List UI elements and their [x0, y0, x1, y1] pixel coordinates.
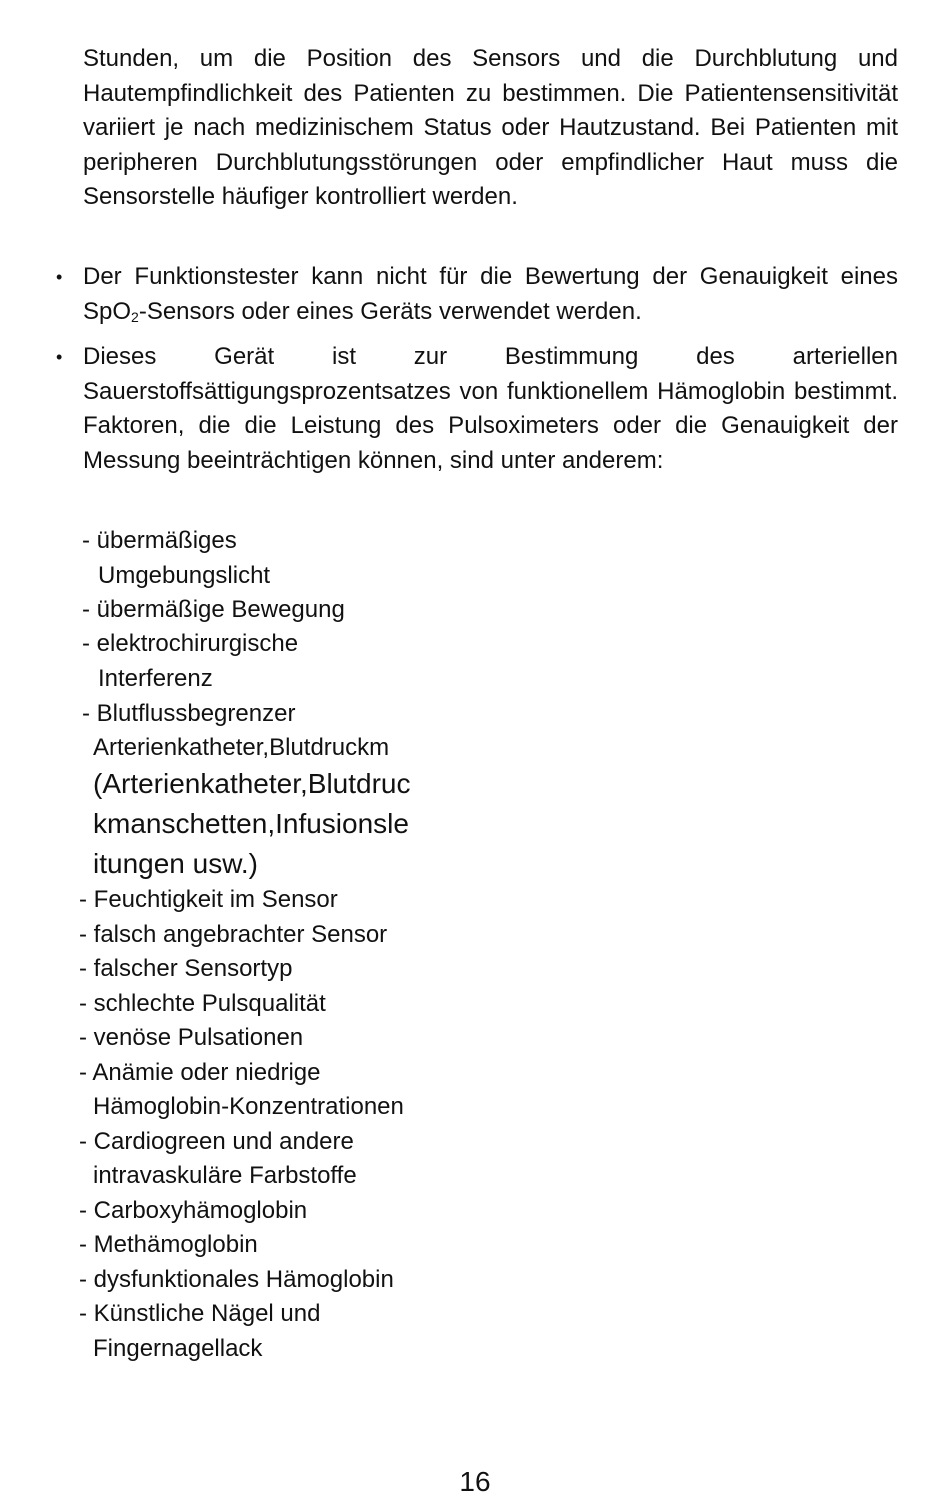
list-item: Hämoglobin-Konzentrationen	[93, 1093, 404, 1120]
list-item: - Künstliche Nägel und	[79, 1300, 321, 1327]
bullet-function-tester-text: Der Funktionstester kann nicht für die Bewertung der Genauigkeit eines SpO	[83, 263, 898, 325]
list-item: intravaskuläre Farbstoffe	[93, 1162, 357, 1189]
list-item: Arterienkatheter,Blutdruckm	[93, 734, 390, 761]
list-item: Umgebungslicht	[98, 562, 271, 589]
list-item: - Feuchtigkeit im Sensor	[79, 886, 338, 913]
intro-paragraph: Stunden, um die Position des Sensors und die Durchblutung und Hautempfindlichkeit des Patienten zu bestimmen. Die Patientensensitivität variiert je nach medizinischem Status oder Hautzustand. Bei Patienten mit peripheren Durchblutungsstörungen oder empfindlicher Haut muss die Sensorstelle häufiger kontrolliert werden.	[83, 45, 898, 211]
list-item: Interferenz	[98, 665, 213, 692]
subscript-2: 2	[131, 308, 139, 325]
list-item: - dysfunktionales Hämoglobin	[79, 1266, 394, 1293]
list-item: - venöse Pulsationen	[79, 1024, 304, 1051]
list-item: - Carboxyhämoglobin	[79, 1197, 308, 1224]
bullet-marker: •	[56, 347, 63, 367]
bullet-function-tester	[83, 260, 898, 334]
list-item: - Anämie oder niedrige	[79, 1059, 321, 1086]
list-item: itungen usw.)	[93, 848, 258, 879]
bullet-function-tester-text-cont: -Sensors oder eines Geräts verwendet werden.	[138, 297, 642, 325]
page-number: 16	[459, 1466, 491, 1497]
list-item: - schlechte Pulsqualität	[79, 990, 326, 1017]
list-item: (Arterienkatheter,Blutdruc	[93, 768, 411, 799]
list-item: - Methämoglobin	[79, 1231, 258, 1258]
list-item: - falsch angebrachter Sensor	[79, 921, 388, 948]
list-item: - übermäßige Bewegung	[82, 596, 345, 623]
list-item: - falscher Sensortyp	[79, 955, 293, 982]
list-item: kmanschetten,Infusionsle	[93, 808, 409, 839]
bullet-device-purpose: Dieses Gerät ist zur Bestimmung des arteriellen Sauerstoffsättigungsprozentsatzes von funktionellem Hämoglobin bestimmt. Faktoren, die die Leistung des Pulsoximeters oder die Genauigkeit der Messung beeinträchtigen können, sind unter anderem:	[83, 343, 898, 474]
list-item: - Cardiogreen und andere	[79, 1128, 354, 1155]
list-item: Fingernagellack	[93, 1335, 263, 1362]
list-item: - elektrochirurgische	[82, 630, 299, 657]
list-item: - Blutflussbegrenzer	[82, 700, 296, 727]
list-item: - übermäßiges	[82, 527, 237, 554]
bullet-marker: •	[56, 267, 63, 287]
